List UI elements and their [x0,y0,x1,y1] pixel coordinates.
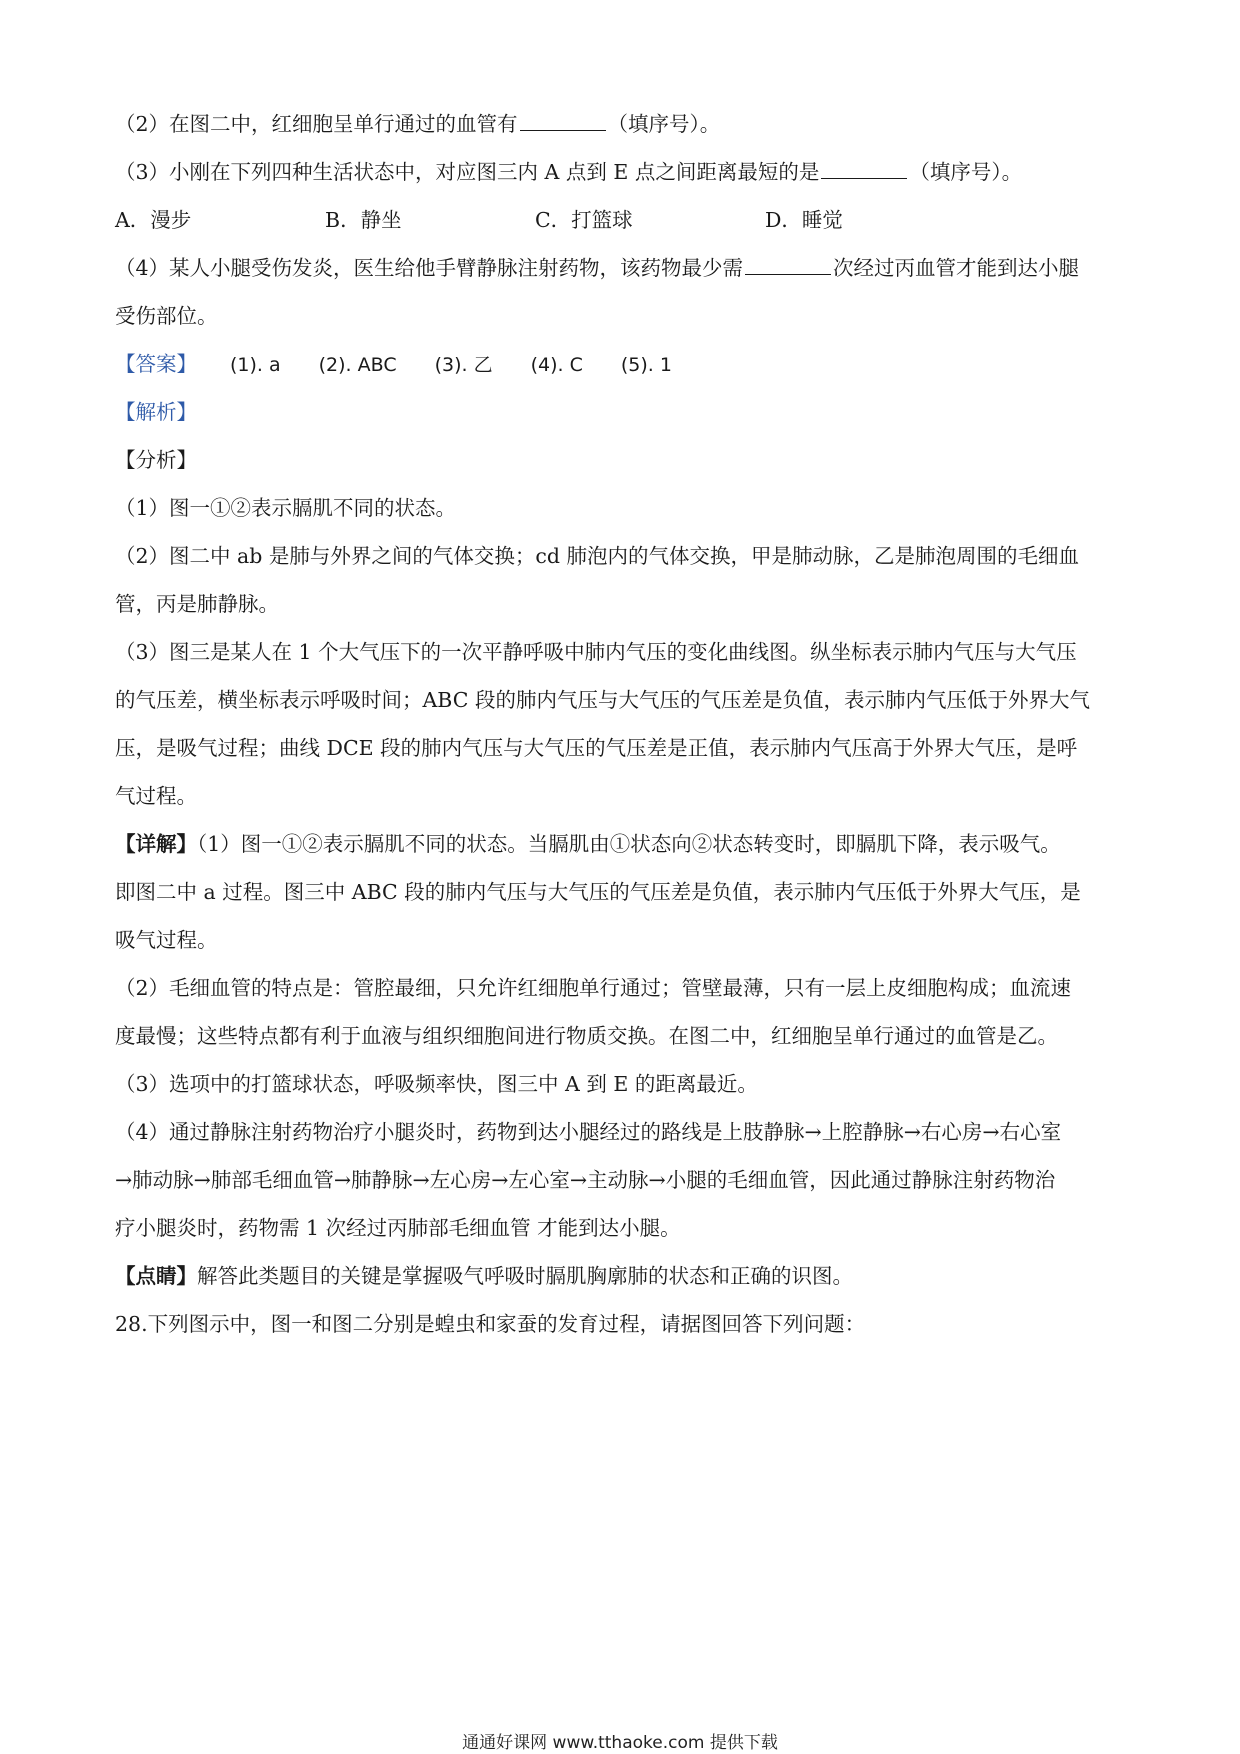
xiangjie-line: 度最慢；这些特点都有利于血液与组织细胞间进行物质交换。在图二中，红细胞呈单行通过的血管是乙。 [115,1024,1058,1048]
xiangjie-line: （3）选项中的打篮球状态，呼吸频率快，图三中 A 到 E 的距离最近。 [115,1072,758,1096]
fenxi-line: 气过程。 [115,784,197,808]
answer-3: (3). 乙 [434,354,493,376]
fenxi-line: 的气压差，横坐标表示呼吸时间；ABC 段的肺内气压与大气压的气压差是负值，表示肺内气压低于外界大气 [115,688,1090,712]
answer-blank [821,160,907,179]
fenxi-tag: 【分析】 [115,448,197,472]
fenxi-line: （3）图三是某人在 1 个大气压下的一次平静呼吸中肺内气压的变化曲线图。纵坐标表示肺内气压与大气压 [115,640,1077,664]
page-footer: 通通好课网 www.tthaoke.com 提供下载 [462,1733,778,1753]
option-b: B．静坐 [325,208,402,232]
answer-2: (2). ABC [318,354,397,376]
xiangjie-line: （2）毛细血管的特点是：管腔最细，只允许红细胞单行通过；管壁最薄，只有一层上皮细胞构成；血流速 [115,976,1072,1000]
xiangjie-tag: 【详解】 [115,832,197,856]
answer-5: (5). 1 [620,354,672,376]
answer-tag: 【答案】 [115,352,197,376]
option-c: C．打篮球 [535,208,633,232]
fenxi-line: （1）图一①②表示膈肌不同的状态。 [115,496,457,520]
xiangjie-line: 即图二中 a 过程。图三中 ABC 段的肺内气压与大气压的气压差是负值，表示肺内气压低于外界大气压，是 [115,880,1081,904]
question-4-line-2: 受伤部位。 [115,304,218,328]
dianjing-tag: 【点睛】 [115,1264,197,1288]
xiangjie-line: 疗小腿炎时，药物需 1 次经过丙肺部毛细血管 才能到达小腿。 [115,1216,681,1240]
question-3-options [115,196,1130,244]
question-28: 28.下列图示中，图一和图二分别是蝗虫和家蚕的发育过程，请据图回答下列问题： [115,1312,866,1336]
xiangjie-line: →肺动脉→肺部毛细血管→肺静脉→左心房→左心室→主动脉→小腿的毛细血管，因此通过静脉注射药物治 [115,1168,1056,1192]
option-d: D．睡觉 [765,208,843,232]
answer-blank [745,256,831,275]
fenxi-line: 管，丙是肺静脉。 [115,592,279,616]
answer-4: (4). C [530,354,583,376]
fenxi-line: 压，是吸气过程；曲线 DCE 段的肺内气压与大气压的气压差是正值，表示肺内气压高于外界大气压，是呼 [115,736,1078,760]
xiangjie-line: （4）通过静脉注射药物治疗小腿炎时，药物到达小腿经过的路线是上肢静脉→上腔静脉→右心房→右心室 [115,1120,1062,1144]
question-3: （3）小刚在下列四种生活状态中，对应图三内 A 点到 E 点之间距离最短的是 （填序号）。 [115,160,1023,184]
xiangjie-first-line: 【详解】（1）图一①②表示膈肌不同的状态。当膈肌由①状态向②状态转变时，即膈肌下降，表示吸气。 [115,832,1061,856]
document-page [115,100,1130,1348]
dianjing-line: 【点睛】解答此类题目的关键是掌握吸气呼吸时膈肌胸廓肺的状态和正确的识图。 [115,1264,853,1288]
answer-1: (1). a [230,354,281,376]
analysis-tag: 【解析】 [115,400,197,424]
xiangjie-line: 吸气过程。 [115,928,218,952]
question-2: （2）在图二中，红细胞呈单行通过的血管有 （填序号）。 [115,112,721,136]
fenxi-line: （2）图二中 ab 是肺与外界之间的气体交换；cd 肺泡内的气体交换，甲是肺动脉，乙是肺泡周围的毛细血 [115,544,1080,568]
option-a: A．漫步 [115,208,192,232]
answer-section [115,340,1130,388]
question-4-line-1: （4）某人小腿受伤发炎，医生给他手臂静脉注射药物，该药物最少需 次经过丙血管才能到达小腿 [115,256,1080,280]
answer-blank [520,112,606,131]
